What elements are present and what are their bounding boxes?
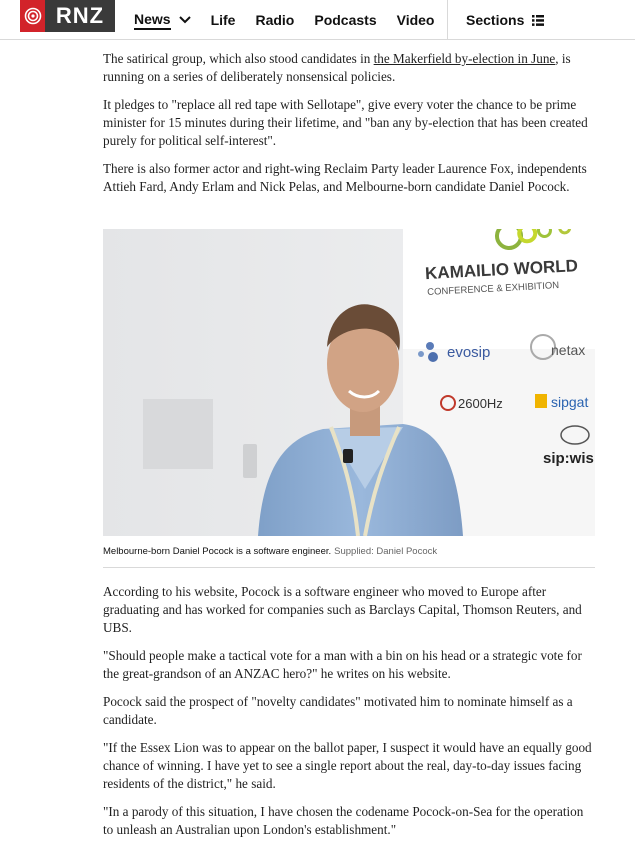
nav-item-news-label: News: [134, 11, 171, 30]
paragraph: According to his website, Pocock is a software engineer who moved to Europe after graduating and has worked for companies such as Barclays Capital, Thomson Reuters, and UBS.: [103, 584, 582, 635]
top-navigation-bar: [0, 0, 635, 40]
banner-subtitle: CONFERENCE & EXHIBITION: [426, 280, 560, 298]
caption-credit: Supplied: Daniel Pocock: [334, 546, 438, 557]
rnz-logo[interactable]: [20, 0, 115, 32]
photo-daniel-pocock: [103, 229, 595, 536]
nav-item-podcasts[interactable]: [314, 0, 376, 40]
main-nav: [134, 0, 454, 40]
article-photo: [103, 229, 595, 536]
paragraph: [103, 50, 595, 86]
paragraph: It pledges to "replace all red tape with Sellotape", give every voter the chance to be prime minister for 15 minutes during their lifetime, and "ban any by-election that has been created purely for political self-interest".: [103, 97, 588, 148]
menu-icon: [532, 15, 544, 26]
banner-title: KAMAILIO WORLD: [424, 256, 579, 284]
sponsor-sipgate: sipgat: [551, 394, 589, 410]
sponsor-2600hz: 2600Hz: [458, 396, 503, 411]
paragraph: "In a parody of this situation, I have chosen the codename Pocock-on-Sea for the operation to unleash an Australian upon London's establishment.": [103, 804, 584, 837]
nav-item-radio-label: Radio: [255, 12, 295, 28]
article-body-bottom: [103, 583, 595, 849]
nav-item-video-label: Video: [396, 12, 435, 28]
sponsor-sipwise: sip:wis: [543, 450, 594, 467]
nav-item-news[interactable]: [134, 0, 191, 40]
photo-caption: [103, 546, 595, 568]
nav-item-life-label: Life: [210, 12, 236, 28]
nav-item-video[interactable]: [397, 0, 435, 40]
caption-text: Melbourne-born Daniel Pocock is a software engineer.: [103, 546, 332, 557]
paragraph: There is also former actor and right-wing Reclaim Party leader Laurence Fox, independents Attieh Fard, Andy Erlam and Nick Pelas, and Melbourne-born candidate Daniel Pocock.: [103, 161, 587, 194]
sponsor-netax: netax: [551, 342, 586, 358]
article-body-top: [103, 50, 595, 206]
paragraph-text: , is running on a series of deliberately nonsensical policies.: [103, 51, 571, 84]
logo-wordmark: RNZ: [45, 0, 115, 32]
paragraph-text: The satirical group, which also stood candidates in: [103, 51, 374, 66]
sections-menu-button[interactable]: [466, 0, 544, 40]
nav-item-radio[interactable]: [255, 0, 294, 40]
rnz-logo-mark-icon: [20, 0, 45, 32]
paragraph: Pocock said the prospect of "novelty candidates" motivated him to nominate himself as a candidate.: [103, 694, 573, 727]
paragraph: "Should people make a tactical vote for a man with a bin on his head or a strategic vote for the great-grandson of an ANZAC hero?" he writes on his website.: [103, 648, 582, 681]
nav-divider: [447, 0, 448, 40]
sponsor-evosip: evosip: [447, 344, 491, 361]
nav-item-life[interactable]: [211, 0, 236, 40]
nav-item-podcasts-label: Podcasts: [314, 12, 377, 28]
sections-label: Sections: [466, 12, 525, 28]
paragraph: "If the Essex Lion was to appear on the ballot paper, I suspect it would have an equally good chance of winning. I have yet to see a single report about the real, day-to-day issues facing residents of the district," he said.: [103, 740, 592, 791]
makerfield-by-election-link[interactable]: the Makerfield by-election in June: [373, 51, 556, 66]
chevron-down-icon[interactable]: [179, 16, 191, 24]
